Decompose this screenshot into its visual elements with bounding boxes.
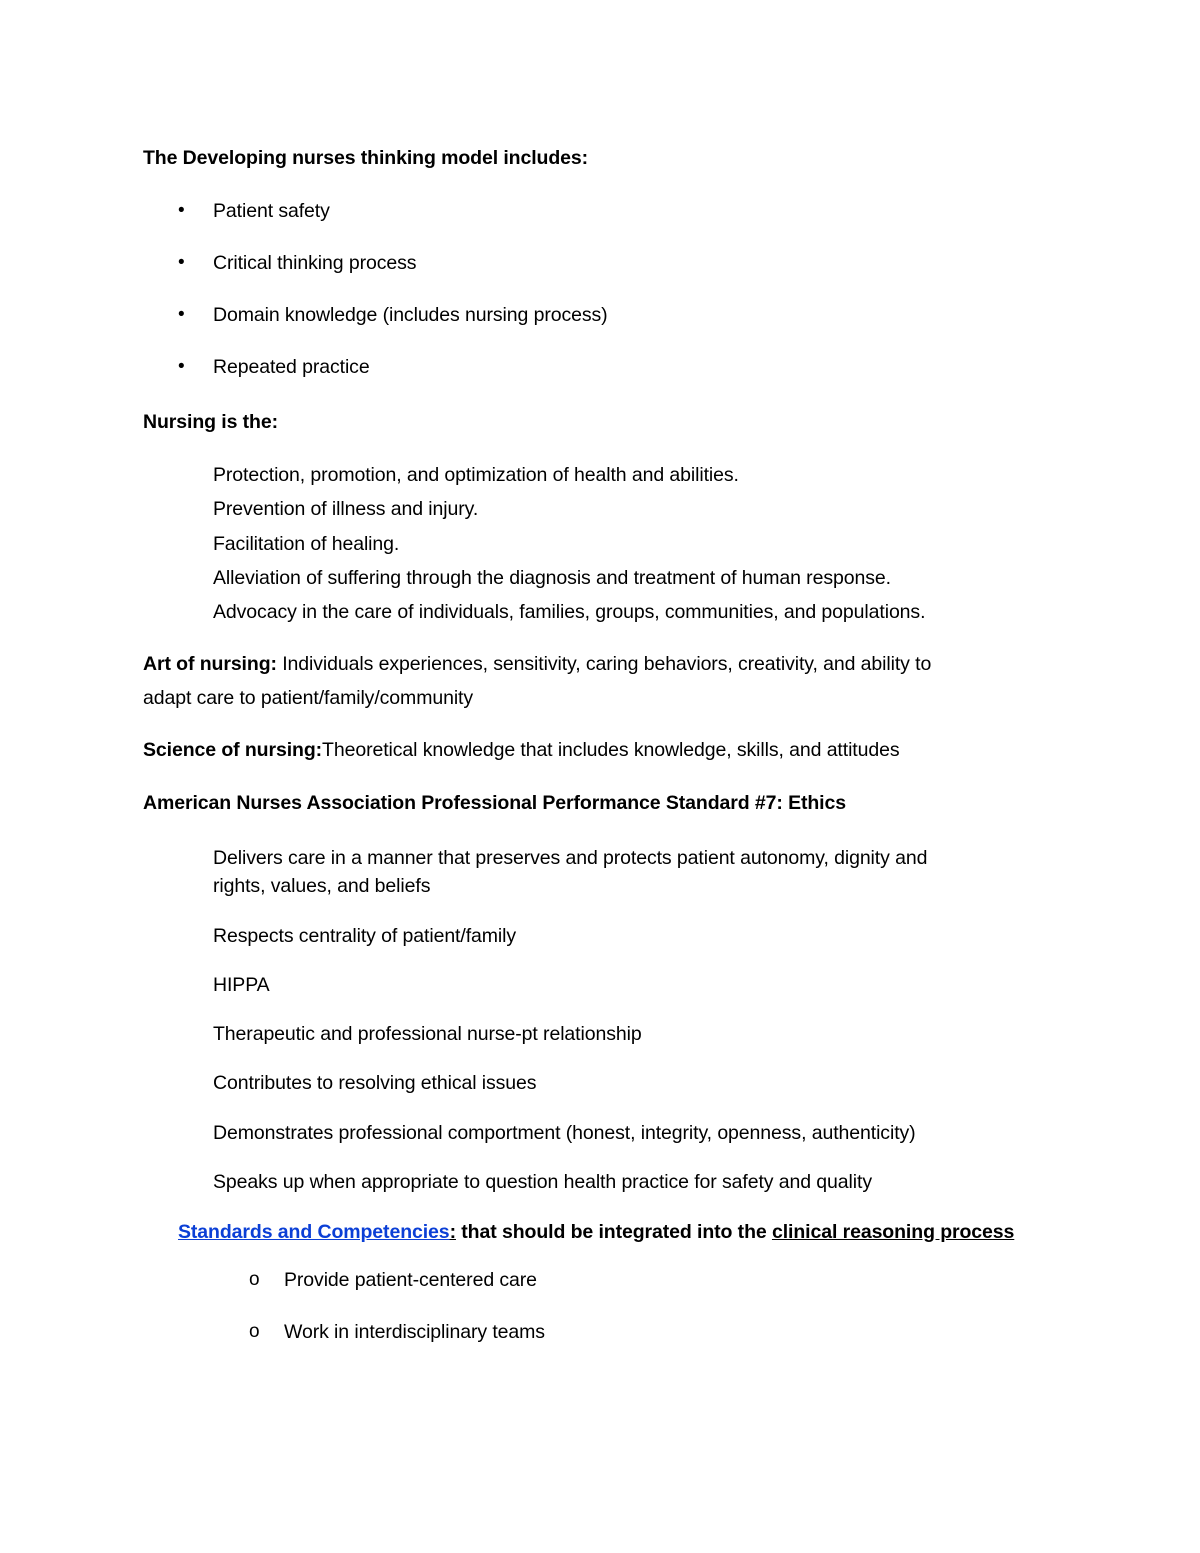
bullet-dot: • [178, 304, 185, 325]
nursing-heading: Nursing is the: [143, 411, 279, 433]
ana-item: Speaks up when appropriate to question health practice for safety and quality [213, 1171, 872, 1193]
ana-item: Delivers care in a manner that preserves and protects patient autonomy, dignity and [213, 847, 928, 869]
standards-link[interactable]: Standards and Competencies [178, 1221, 450, 1243]
bullet-dot: • [178, 356, 185, 377]
model-bullet-item: Critical thinking process [213, 252, 417, 274]
nursing-item: Advocacy in the care of individuals, families, groups, communities, and populations. [213, 601, 926, 623]
ana-item: Contributes to resolving ethical issues [213, 1072, 537, 1094]
ana-item: Respects centrality of patient/family [213, 925, 517, 947]
model-bullet-item: Domain knowledge (includes nursing process) [213, 304, 608, 326]
nursing-item: Prevention of illness and injury. [213, 498, 479, 520]
science-of-nursing-paragraph [143, 738, 900, 762]
art-of-nursing-paragraph [143, 652, 931, 676]
ana-item: Demonstrates professional comportment (honest, integrity, openness, authenticity) [213, 1122, 916, 1144]
bullet-dot: • [178, 200, 185, 221]
standards-middle-text: that should be integrated into the [455, 1221, 772, 1243]
standards-item: Work in interdisciplinary teams [284, 1321, 545, 1343]
art-text-line1: Individuals experiences, sensitivity, caring behaviors, creativity, and ability to [276, 653, 932, 675]
circle-bullet: o [249, 1321, 260, 1342]
ana-item-continuation: rights, values, and beliefs [213, 875, 431, 897]
standards-paragraph [178, 1220, 1014, 1244]
science-label: Science of nursing: [143, 739, 323, 761]
nursing-item: Facilitation of healing. [213, 533, 400, 555]
ana-heading: American Nurses Association Professional Performance Standard #7: Ethics [143, 792, 846, 814]
model-heading: The Developing nurses thinking model includes: [143, 147, 589, 169]
circle-bullet: o [249, 1269, 260, 1290]
ana-item: HIPPA [213, 974, 270, 996]
model-bullet-item: Repeated practice [213, 356, 370, 378]
standards-item: Provide patient-centered care [284, 1269, 537, 1291]
clinical-reasoning-text: clinical reasoning process [771, 1221, 1015, 1243]
ana-item: Therapeutic and professional nurse-pt relationship [213, 1023, 642, 1045]
nursing-item: Protection, promotion, and optimization of health and abilities. [213, 464, 739, 486]
model-bullet-item: Patient safety [213, 200, 330, 222]
art-label: Art of nursing: [143, 653, 277, 675]
bullet-dot: • [178, 252, 185, 273]
art-text-line2: adapt care to patient/family/community [143, 687, 474, 709]
science-text: Theoretical knowledge that includes knowledge, skills, and attitudes [322, 739, 900, 761]
nursing-item: Alleviation of suffering through the diagnosis and treatment of human response. [213, 567, 891, 589]
standards-colon: : [449, 1221, 456, 1243]
